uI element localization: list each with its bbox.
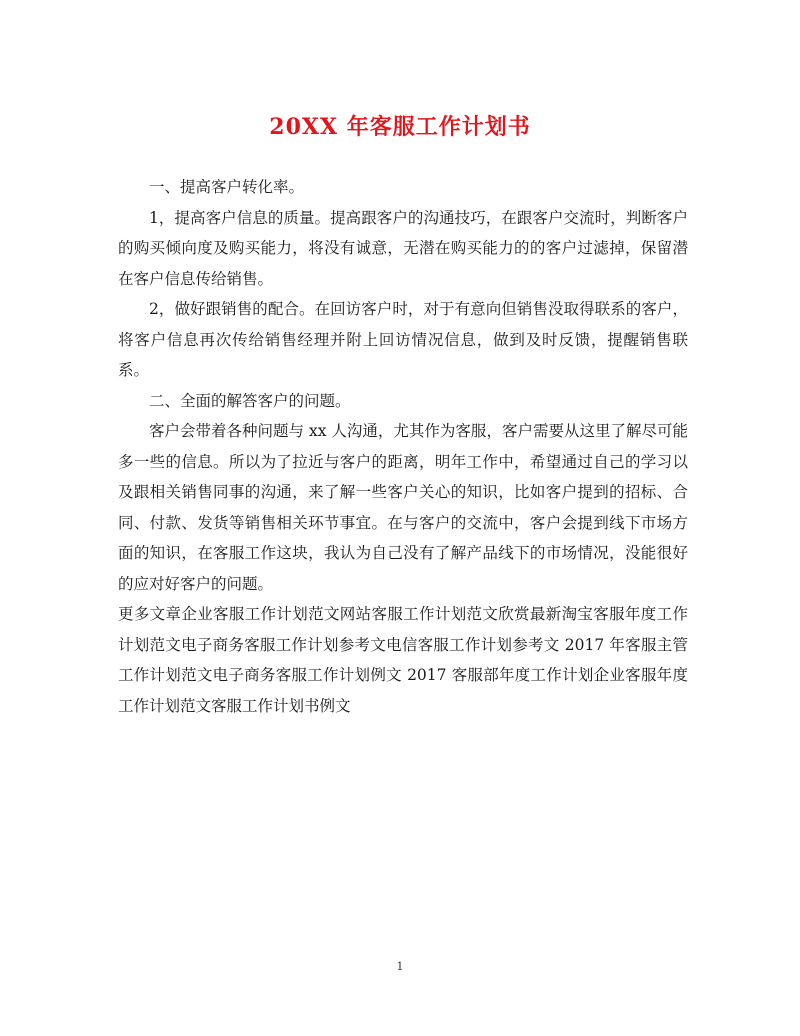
paragraph-body: 客户会带着各种问题与 xx 人沟通，尤其作为客服，客户需要从这里了解尽可能多一些的信息。所以为了拉近与客户的距离，明年工作中，希望通过自己的学习以及跟相关销售同事的沟通，来了解一些客户关心的知识，比如客户提到的招标、合同、付款、发货等销售相关环节事宜。在与客户的交流中，客户会提到线下市场方面的知识，在客服工作这块，我认为自己没有了解产品线下的市场情况，没能很好的应对好客户的问题。	[118, 422, 688, 593]
paragraph-item-1: 1，提高客户信息的质量。提高跟客户的沟通技巧，在跟客户交流时，判断客户的购买倾向度及购买能力，将没有诚意，无潜在购买能力的的客户过滤掉，保留潜在客户信息传给销售。	[118, 208, 688, 288]
section-heading-2: 二、全面的解答客户的问题。	[149, 391, 351, 410]
document-title: 20XX 年客服工作计划书	[269, 114, 531, 140]
document-body	[118, 172, 688, 721]
section-heading-1: 一、提高客户转化率。	[149, 178, 305, 196]
paragraph-item-2: 2，做好跟销售的配合。在回访客户时，对于有意向但销售没取得联系的客户，将客户信息再次传给销售经理并附上回访情况信息，做到及时反馈，提醒销售联系。	[118, 300, 688, 379]
page-number: 1	[396, 960, 404, 973]
related-articles-text[interactable]: 更多文章企业客服工作计划范文网站客服工作计划范文欣赏最新淘宝客服年度工作计划范文电子商务客服工作计划参考文电信客服工作计划参考文 2017 年客服主管工作计划范文电子商务客服工作计划例文 2017 客服部年度工作计划企业客服年度工作计划范文客服工作计划书例文	[118, 605, 688, 715]
